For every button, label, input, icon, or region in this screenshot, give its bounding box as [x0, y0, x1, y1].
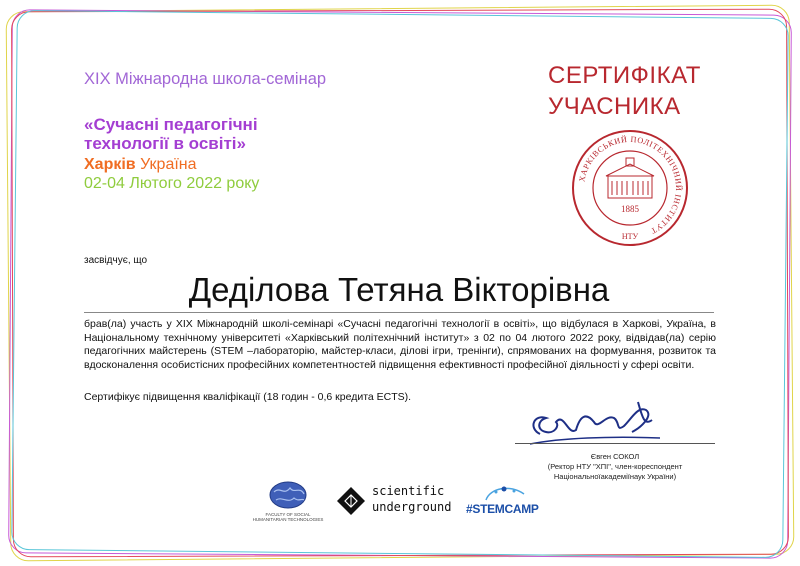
seal-ring-text: ХАРКІВСЬКИЙ ПОЛІТЕХНІЧНИЙ ІНСТИТУТ — [577, 134, 684, 236]
university-seal-icon — [570, 128, 690, 248]
signer-title-1: (Ректор НТУ "ХПІ", член-кореспондент — [547, 462, 683, 471]
signer-title-2: Національноїакадеміїнаук України) — [553, 472, 677, 481]
seal-abbr: НТУ — [621, 232, 639, 241]
country-name: Україна — [140, 156, 197, 173]
brain-icon — [248, 480, 328, 512]
signer-block — [515, 452, 715, 482]
signature-line — [515, 443, 715, 444]
certificate-body-text: брав(ла) участь у XIX Міжнародній школі-семінарі «Сучасні педагогічні технології в освіті», що відбулася в Харкові, Україна, в Національному технічному університеті «Харківський політехнічний інститут» з 02 по 04 лютого 2022 року, відвідав(ла) серію педагогічних майстерень (STEM –лабораторію, майстер-класи, ділові ігри, тренінги), спрямованих на формування, розвиток та вдосконалення особистісних професійних компетентностей підвищення ефективності професійної діяльності у сфері освіти. — [84, 318, 716, 371]
stemcamp-arc-icon — [466, 482, 546, 502]
underground-label: underground — [372, 500, 452, 514]
event-location — [84, 156, 197, 174]
certifies-label: засвідчує, що — [84, 255, 148, 266]
certificate-title — [548, 60, 748, 122]
diamond-icon — [336, 486, 366, 516]
scientific-underground-logo — [336, 484, 452, 520]
brain-logo-caption: FACULTY OF SOCIAL HUMANITARIAN TECHNOLOGIES — [252, 512, 324, 522]
stemcamp-logo — [466, 482, 546, 520]
seal-year: 1885 — [621, 204, 639, 214]
stemcamp-label: #STEMCAMP — [466, 502, 539, 516]
school-topic: «Сучасні педагогічні технології в освіті» — [84, 115, 258, 153]
partner-logos — [248, 480, 548, 522]
certificate-title-line1: СЕРТИФІКАТ — [548, 62, 701, 89]
qualification-text: Сертифікує підвищення кваліфікації (18 годин - 0,6 кредита ECTS). — [84, 391, 412, 403]
event-dates: 02-04 Лютого 2022 року — [84, 175, 260, 192]
signer-name: Євген СОКОЛ — [590, 452, 640, 461]
school-title: XIX Міжнародна школа-семінар — [84, 70, 327, 88]
recipient-name: Деділова Тетяна Вікторівна — [84, 271, 714, 313]
scientific-label: scientific — [372, 484, 445, 498]
city-name: Харків — [84, 156, 136, 173]
certificate-title-line2: УЧАСНИКА — [548, 93, 681, 120]
brain-logo — [248, 480, 328, 522]
